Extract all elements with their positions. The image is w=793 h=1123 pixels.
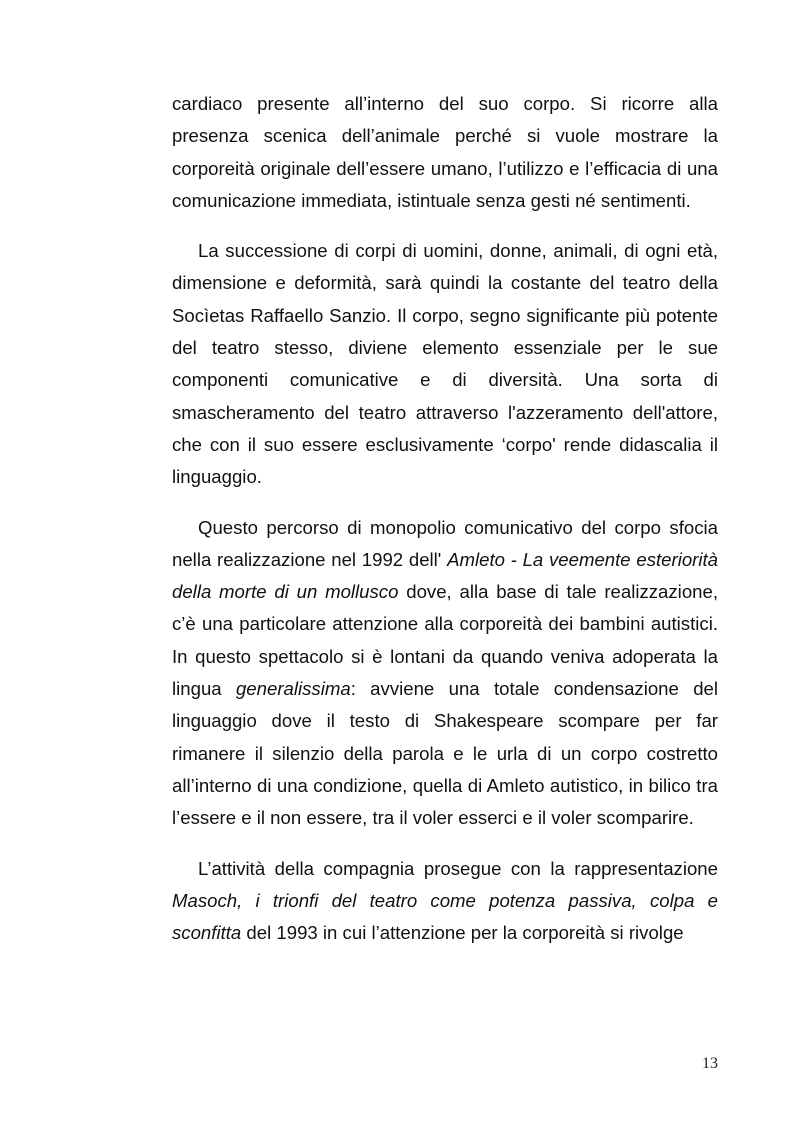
paragraph-4 xyxy=(172,853,718,950)
term-generalissima: generalissima xyxy=(235,678,351,700)
paragraph-1 xyxy=(172,88,718,217)
paragraph-1-text: cardiaco presente all’interno del suo corpo. Si ricorre alla presenza scenica dell’animale perché si vuole mostrare la corporeità originale dell’essere umano, l’utilizzo e l’efficacia di una comunicazione immediata, istintuale senza gesti né sentimenti. xyxy=(172,93,718,211)
paragraph-3 xyxy=(172,512,718,835)
paragraph-4-text-a: L’attività della compagnia prosegue con la rappresentazione xyxy=(198,857,718,879)
paragraph-3-text-b: dove, alla base di tale realizzazione, c’è una particolare attenzione alla corporeità dei bambini autistici. In questo spettacolo si è lontani da quando veniva adoperata la lingua xyxy=(172,581,719,700)
title-masoch: Masoch, i trionfi del teatro come potenza passiva, colpa e sconfitta xyxy=(172,889,718,944)
paragraph-4-text-b: del 1993 in cui l’attenzione per la corporeità si rivolge xyxy=(241,922,684,944)
paragraph-2 xyxy=(172,235,718,493)
paragraph-3-text-a: Questo percorso di monopolio comunicativo del corpo sfocia nella realizzazione nel 1992 dell' xyxy=(172,516,718,570)
paragraph-3-text-c: : avviene una totale condensazione del linguaggio dove il testo di Shakespeare scompare per far rimanere il silenzio della parola e le urla di un corpo costretto all’interno di una condizione, quella di Amleto autistico, in bilico tra l’essere e il non essere, tra il voler esserci e il voler scomparire. xyxy=(172,678,719,829)
title-amleto: Amleto - La veemente esteriorità della morte di un mollusco xyxy=(172,548,718,603)
paragraph-2-text: La successione di corpi di uomini, donne, animali, di ogni età, dimensione e deformità, sarà quindi la costante del teatro della Socìetas Raffaello Sanzio. Il corpo, segno significante più potente del teatro stesso, diviene elemento essenziale per le sue componenti comunicative e di diversità. Una sorta di smascheramento del teatro attraverso l'azzeramento dell'attore, che con il suo essere esclusivamente ‘corpo' rende didascalia il linguaggio. xyxy=(172,240,718,488)
body-text xyxy=(172,88,718,967)
page-number: 13 xyxy=(702,1055,718,1072)
